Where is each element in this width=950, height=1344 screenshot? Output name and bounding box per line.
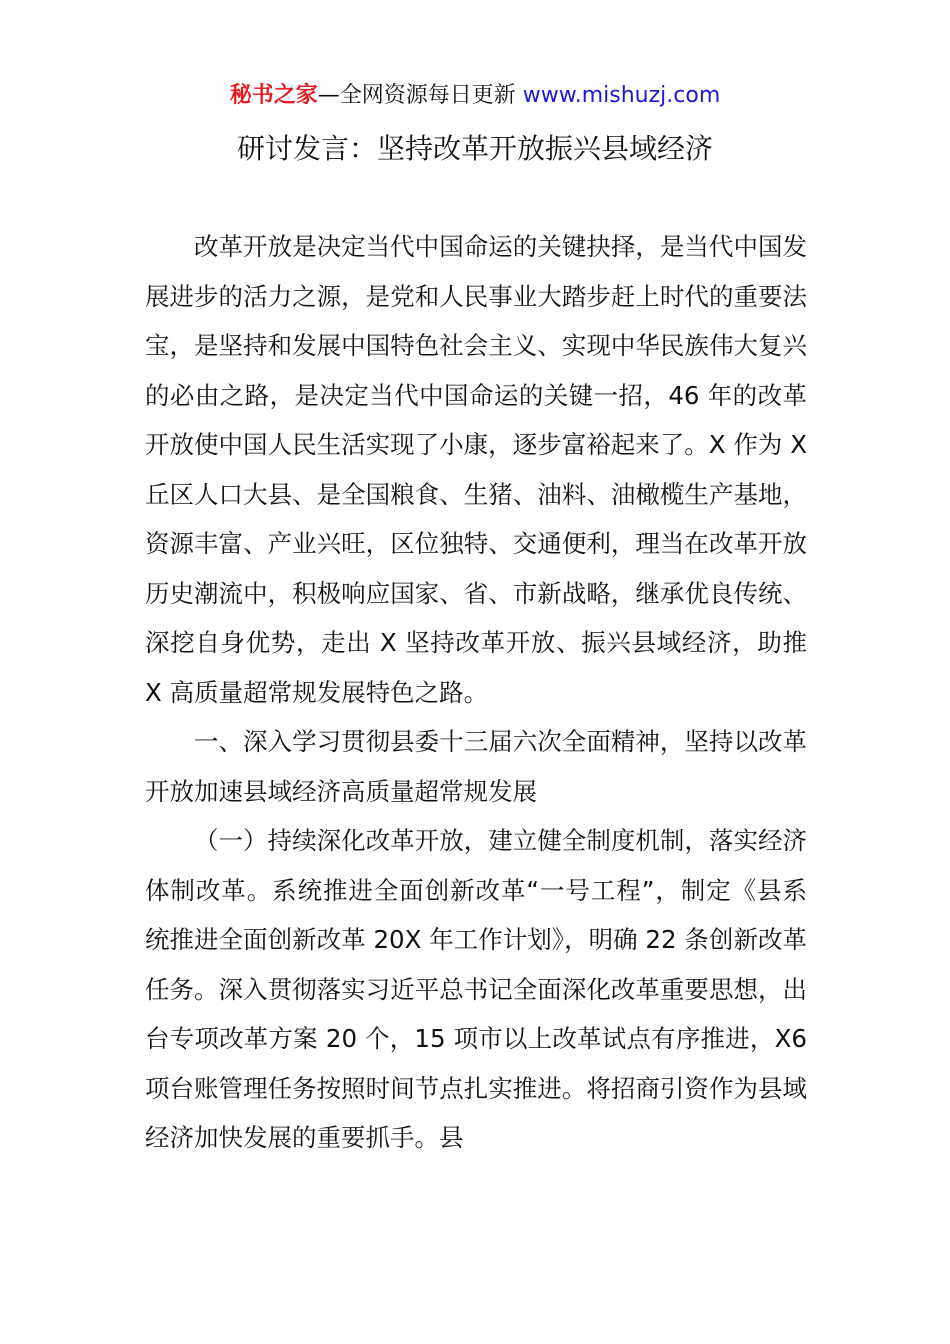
site-header (0, 80, 950, 112)
site-url-link[interactable]: www.mishuzj.com (522, 83, 721, 108)
paragraph-intro: 改革开放是决定当代中国命运的关键抉择，是当代中国发展进步的活力之源，是党和人民事业大踏步赶上时代的重要法宝，是坚持和发展中国特色社会主义、实现中华民族伟大复兴的必由之路，是决定当代中国命运的关键一招，46 年的改革开放使中国人民生活实现了小康，逐步富裕起来了。X 作为 X 丘区人口大县、是全国粮食、生猪、油料、油橄榄生产基地，资源丰富、产业兴旺，区位独特、交通便利，理当在改革开放历史潮流中，积极响应国家、省、市新战略，继承优良传统、深挖自身优势，走出 X 坚持改革开放、振兴县域经济，助推 X 高质量超常规发展特色之路。 (145, 232, 807, 707)
document-title: 研讨发言：坚持改革开放振兴县域经济 (236, 132, 713, 165)
paragraph-subsection-1: （一）持续深化改革开放，建立健全制度机制，落实经济体制改革。系统推进全面创新改革“一号工程”，制定《县系统推进全面创新改革 20X 年工作计划》，明确 22 条创新改革任务。深入贯彻落实习近平总书记全面深化改革重要思想，出台专项改革方案 20 个，15 项市以上改革试点有序推进，X6 项台账管理任务按照时间节点扎实推进。将招商引资作为县域经济加快发展的重要抓手。县 (145, 826, 807, 1152)
section-heading-1: 一、深入学习贯彻县委十三届六次全面精神，坚持以改革开放加速县域经济高质量超常规发展 (145, 727, 807, 806)
site-tagline: —全网资源每日更新 (317, 83, 516, 108)
document-body (145, 222, 807, 1163)
site-name: 秘书之家 (229, 83, 318, 108)
